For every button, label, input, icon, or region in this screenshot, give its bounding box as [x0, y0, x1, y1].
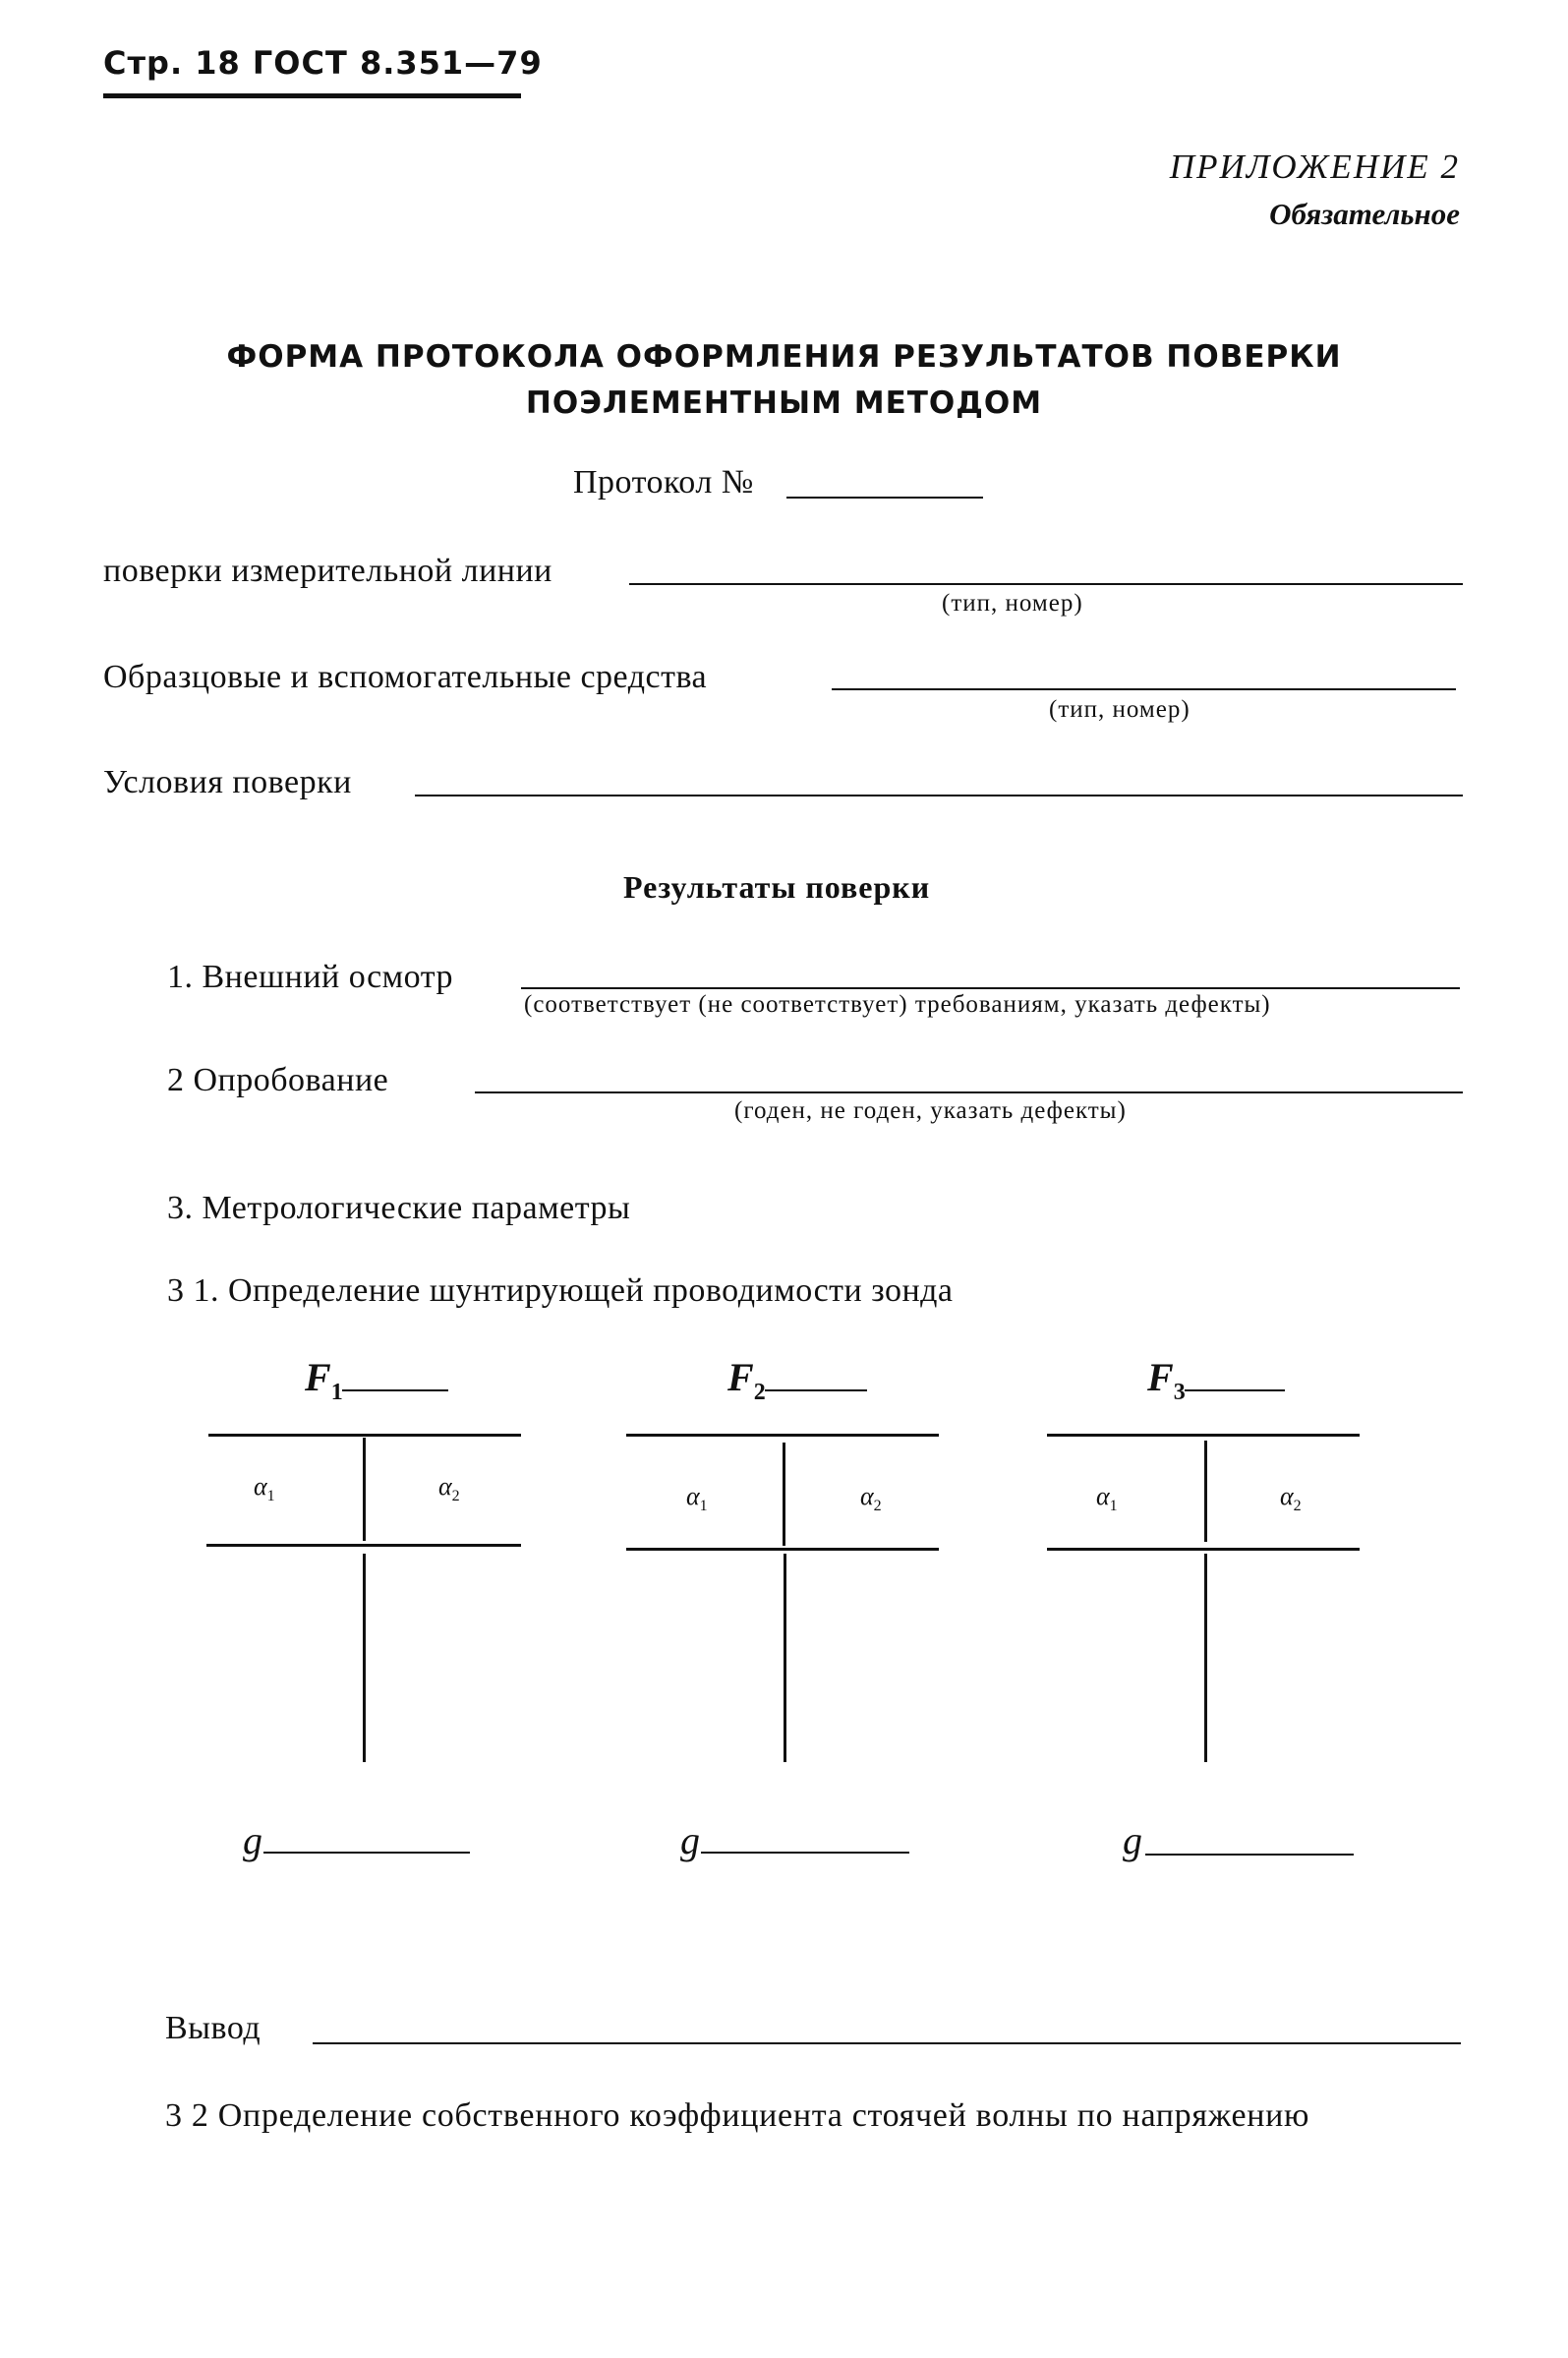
table3-col1-header: $\alpha_1$ — [1096, 1482, 1118, 1515]
table2-col2-header: $\alpha_2$ — [860, 1482, 882, 1515]
item2-label: 2 Опробование — [167, 1062, 389, 1098]
page-header: Стр. 18 ГОСТ 8.351—79 — [103, 44, 543, 82]
table2-body-divider — [784, 1554, 786, 1762]
table1-col1-header: $\alpha_1$ — [254, 1472, 275, 1505]
f1-value-line[interactable] — [342, 1389, 448, 1391]
table1-header-rule — [206, 1544, 521, 1547]
g1-label: g — [243, 1818, 262, 1862]
table3-col2-header: $\alpha_2$ — [1280, 1482, 1302, 1515]
f3-label: $F_3$ — [1147, 1355, 1186, 1405]
conclusion-label: Вывод — [165, 2010, 261, 2046]
g1-value-line[interactable] — [263, 1852, 470, 1854]
item32-label: 3 2 Определение собственного коэффициента стоячей волны по напряжению — [165, 2097, 1310, 2134]
header-rule — [103, 93, 521, 98]
table3-top-rule — [1047, 1434, 1360, 1437]
table2-header-divider — [783, 1443, 785, 1546]
field-conditions-label: Условия поверки — [103, 764, 352, 800]
field-line-input[interactable] — [629, 583, 1463, 585]
table1-col2-header: $\alpha_2$ — [438, 1472, 460, 1505]
table1-header-divider — [363, 1438, 366, 1541]
form-title-line1: ФОРМА ПРОТОКОЛА ОФОРМЛЕНИЯ РЕЗУЛЬТАТОВ ПОВЕРКИ — [226, 339, 1342, 375]
g2-value-line[interactable] — [701, 1852, 909, 1854]
table1-body-divider — [363, 1554, 366, 1762]
table2-top-rule — [626, 1434, 939, 1437]
table3-body-divider — [1204, 1554, 1207, 1762]
item2-caption: (годен, не годен, указать дефекты) — [734, 1097, 1127, 1124]
field-line-label: поверки измерительной линии — [103, 553, 552, 589]
field-conditions-input[interactable] — [415, 795, 1463, 796]
item1-caption: (соответствует (не соответствует) требованиям, указать дефекты) — [524, 991, 1271, 1018]
f2-label: $F_2$ — [727, 1355, 766, 1405]
g2-label: g — [680, 1818, 700, 1862]
results-title: Результаты поверки — [623, 869, 931, 905]
appendix-subtitle: Обязательное — [1269, 197, 1460, 231]
form-title-line2: ПОЭЛЕМЕНТНЫМ МЕТОДОМ — [525, 385, 1043, 421]
item2-input[interactable] — [475, 1091, 1463, 1093]
field-means-input[interactable] — [832, 688, 1456, 690]
protocol-label: Протокол № — [573, 464, 754, 501]
f1-label: $F_1$ — [305, 1355, 343, 1405]
g3-label: g — [1123, 1818, 1142, 1862]
table2-header-rule — [626, 1548, 939, 1551]
conclusion-input[interactable] — [313, 2042, 1461, 2044]
item1-input[interactable] — [521, 987, 1460, 989]
table1-top-rule — [208, 1434, 521, 1437]
f2-value-line[interactable] — [765, 1389, 867, 1391]
field-line-caption: (тип, номер) — [942, 590, 1083, 617]
table2-col1-header: $\alpha_1$ — [686, 1482, 708, 1515]
item3-label: 3. Метрологические параметры — [167, 1190, 631, 1226]
field-means-label: Образцовые и вспомогательные средства — [103, 659, 708, 695]
f3-value-line[interactable] — [1185, 1389, 1285, 1391]
protocol-number-line[interactable] — [786, 497, 983, 499]
g3-value-line[interactable] — [1145, 1854, 1354, 1856]
table3-header-rule — [1047, 1548, 1360, 1551]
table3-header-divider — [1204, 1441, 1207, 1542]
item31-label: 3 1. Определение шунтирующей проводимости зонда — [167, 1272, 954, 1309]
item1-label: 1. Внешний осмотр — [167, 959, 454, 995]
field-means-caption: (тип, номер) — [1049, 696, 1191, 723]
appendix-title: ПРИЛОЖЕНИЕ 2 — [1169, 147, 1460, 186]
